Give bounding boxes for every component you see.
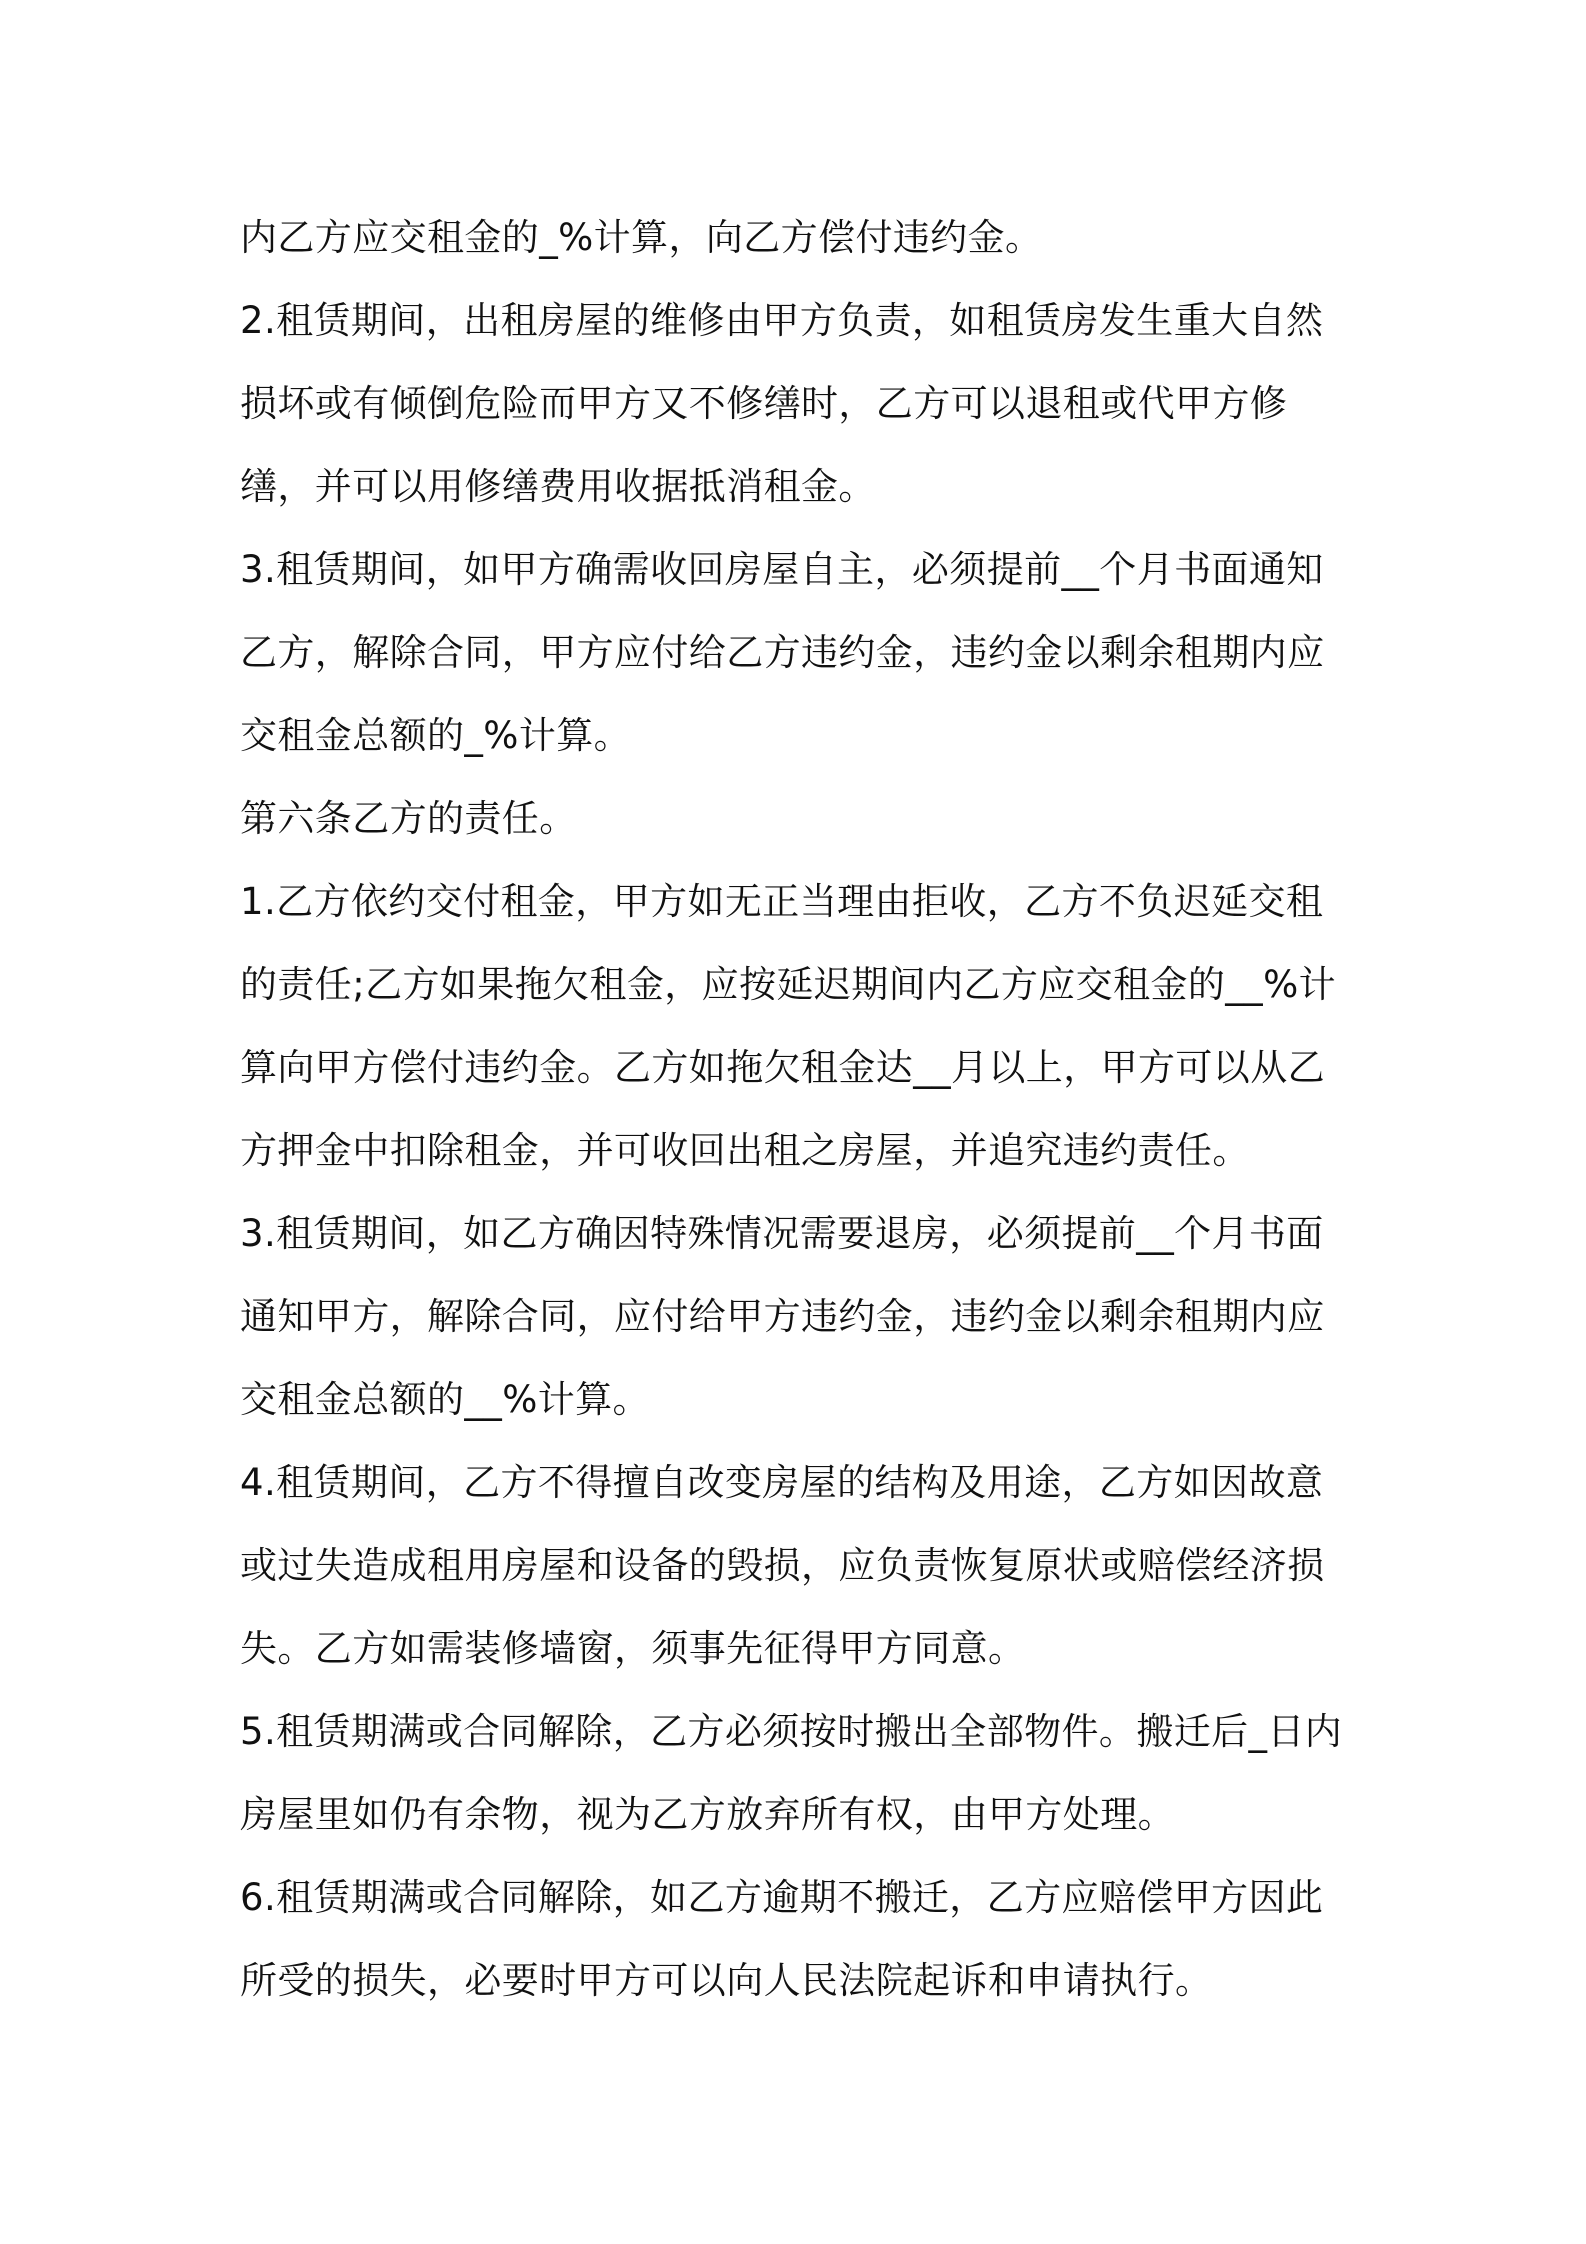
paragraph-clause-2-repairs: 2.租赁期间，出租房屋的维修由甲方负责，如租赁房发生重大自然损坏或有倾倒危险而甲方又不修缮时，乙方可以退租或代甲方修缮，并可以用修缮费用收据抵消租金。 xyxy=(240,299,1324,508)
paragraph-clause-6-overstay: 6.租赁期满或合同解除，如乙方逾期不搬迁，乙方应赔偿甲方因此所受的损失，必要时甲方可以向人民法院起诉和申请执行。 xyxy=(240,1876,1324,2002)
paragraph-continuation: 内乙方应交租金的_%计算，向乙方偿付违约金。 xyxy=(240,216,1043,259)
paragraph-clause-5-move-out: 5.租赁期满或合同解除，乙方必须按时搬出全部物件。搬迁后_日内房屋里如仍有余物，视为乙方放弃所有权，由甲方处理。 xyxy=(240,1710,1343,1836)
section-heading-article-6: 第六条乙方的责任。 xyxy=(240,797,577,840)
paragraph-clause-4-structure: 4.租赁期间，乙方不得擅自改变房屋的结构及用途，乙方如因故意或过失造成租用房屋和设备的毁损，应负责恢复原状或赔偿经济损失。乙方如需装修墙窗，须事先征得甲方同意。 xyxy=(240,1461,1325,1670)
paragraph-clause-3-tenant-withdrawal: 3.租赁期间，如乙方确因特殊情况需要退房，必须提前__个月书面通知甲方，解除合同，应付给甲方违约金，违约金以剩余租期内应交租金总额的__%计算。 xyxy=(240,1212,1325,1421)
paragraph-clause-1-rent-payment: 1.乙方依约交付租金，甲方如无正当理由拒收，乙方不负迟延交租的责任;乙方如果拖欠租金，应按延迟期间内乙方应交租金的__%计算向甲方偿付违约金。乙方如拖欠租金达__月以上，甲方可以从乙方押金中扣除租金，并可收回出租之房屋，并追究违约责任。 xyxy=(240,880,1337,1172)
document-body xyxy=(240,196,1358,2022)
paragraph-clause-3-landlord-recall: 3.租赁期间，如甲方确需收回房屋自主，必须提前__个月书面通知乙方，解除合同，甲方应付给乙方违约金，违约金以剩余租期内应交租金总额的_%计算。 xyxy=(240,548,1325,757)
